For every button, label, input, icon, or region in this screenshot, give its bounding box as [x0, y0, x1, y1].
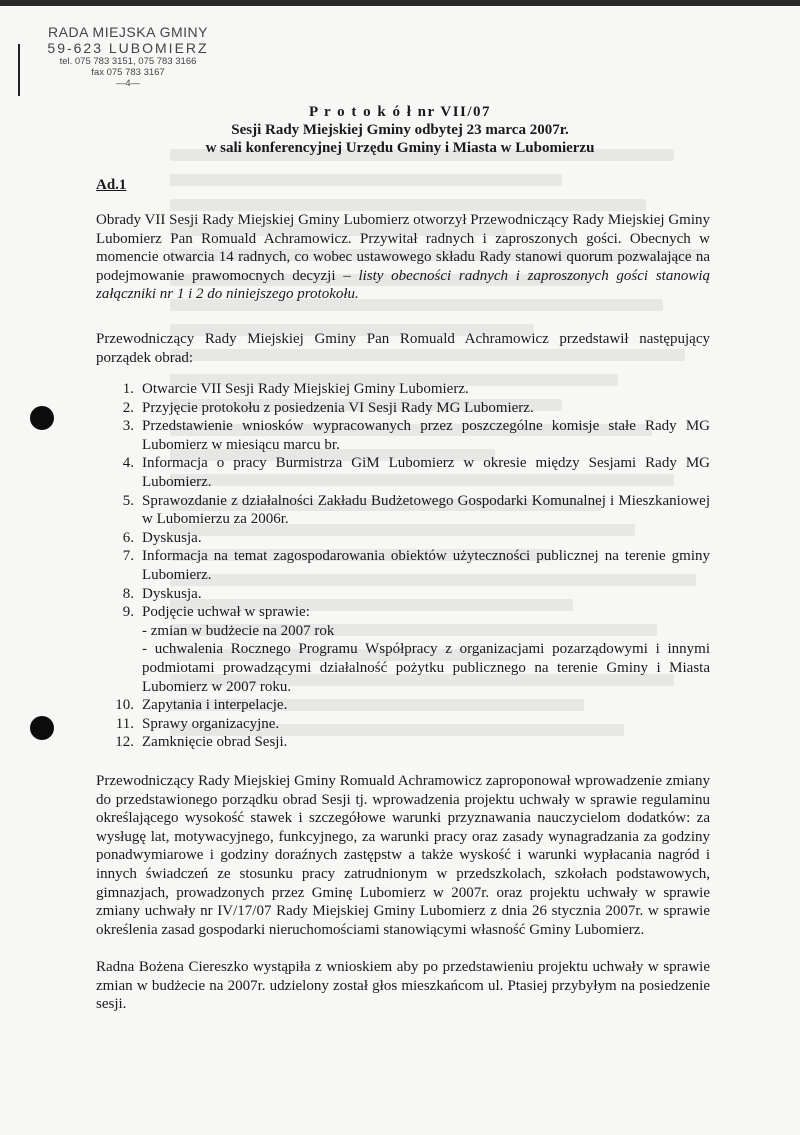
- stamp-margin-line: [18, 44, 20, 96]
- agenda-item: [96, 492, 710, 529]
- agenda-number: 3.: [122, 418, 134, 435]
- stamp-line-4: fax 075 783 3167: [91, 67, 165, 78]
- agenda-text-main: Podjęcie uchwał w sprawie:: [142, 604, 310, 621]
- paragraph-proposal: Przewodniczący Rady Miejskiej Gminy Romuald Achramowicz zaproponował wprowadzenie zmiany do przedstawionego porządku obrad Sesji tj. wprowadzenia projektu uchwały w sprawie regulaminu określającego wysokość stawek i szczegółowe warunki przyznawania nauczycielom dodatków: za wysługę lat, motywacyjnego, funkcyjnego, za warunki pracy oraz zasady wynagradzania za godziny ponadwymiarowe i godziny doraźnych zastępstw a także wyskość i warunki wypłacania nagród i innych świadczeń ze stosunku pracy zatrudnionym w przedszkolach, szkołach podstawowych, gimnazjach, prowadzonych przez Gminę Lubomierz w 2007r. oraz projektu uchwały w sprawie zmiany uchwały nr IV/17/07 Rady Miejskiej Gminy Lubomierz z dnia 26 stycznia 2007r. w sprawie określenia zasad gospodarki nieruchomościami stanowiącymi własność Gminy Lubomierz.: [96, 773, 710, 938]
- agenda-text: Zapytania i interpelacje.: [142, 697, 288, 714]
- agenda-text: Przedstawienie wniosków wypracowanych przez poszczególne komisje stałe Rady MG Lubomierz w miesiącu marcu br.: [142, 418, 710, 453]
- agenda-number: 2.: [122, 399, 134, 416]
- agenda-item: [96, 529, 710, 548]
- punch-hole: [30, 716, 54, 740]
- paragraph-motion: Radna Bożena Ciereszko wystąpiła z wnioskiem aby po przedstawieniu projektu uchwały w sprawie zmian w budżecie na 2007r. udzielony został głos mieszkańcom ul. Ptasiej przybyłym na posiedzenie sesji.: [96, 959, 710, 1013]
- paragraph-agenda-intro: Przewodniczący Rady Miejskiej Gminy Pan Romuald Achramowicz przedstawił następujący porządek obrad:: [96, 331, 710, 366]
- protocol-location: w sali konferencyjnej Urzędu Gminy i Miasta w Lubomierzu: [205, 140, 595, 156]
- agenda-text: Sprawozdanie z działalności Zakładu Budżetowego Gospodarki Komunalnej i Mieszkaniowej w Lubomierzu za 2006r.: [142, 492, 710, 528]
- agenda-number: 8.: [122, 585, 134, 602]
- agenda-item: [96, 696, 710, 715]
- agenda-number: 6.: [122, 529, 134, 546]
- agenda-subitem: - zmian w budżecie na 2007 rok: [142, 622, 335, 639]
- agenda-text: [142, 603, 710, 696]
- agenda-text: Informacja na temat zagospodarowania obiektów użyteczności publicznej na terenie gminy Lubomierz.: [142, 548, 710, 583]
- agenda-number: 5.: [122, 492, 134, 509]
- agenda-text: Zamknięcie obrad Sesji.: [142, 734, 288, 751]
- agenda-item: [96, 454, 710, 491]
- stamp-line-3: tel. 075 783 3151, 075 783 3166: [59, 56, 197, 67]
- agenda-text: Informacja o pracy Burmistrza GiM Lubomierz w okresie między Sesjami Rady MG Lubomierz.: [142, 455, 710, 490]
- agenda-item: [96, 603, 710, 696]
- agenda-item: [96, 380, 710, 399]
- agenda-number: 11.: [115, 715, 134, 732]
- protocol-subtitle: Sesji Rady Miejskiej Gminy odbytej 23 marca 2007r.: [231, 122, 569, 138]
- agenda-number: 4.: [122, 455, 134, 472]
- agenda-number: 7.: [122, 548, 134, 565]
- agenda-item: [96, 733, 710, 752]
- agenda-item: [96, 547, 710, 584]
- council-stamp: [28, 24, 228, 89]
- stamp-line-2: 59-623 LUBOMIERZ: [47, 40, 209, 56]
- agenda-subitem: - uchwalenia Rocznego Programu Współpracy z organizacjami pozarządowymi i innymi podmiotami prowadzącymi działalność pożytku publicznego na terenie Gminy i Miasta Lubomierz w 2007 roku.: [142, 641, 710, 695]
- agenda-number: 12.: [115, 734, 134, 751]
- paragraph-opening-text: Obrady VII Sesji Rady Miejskiej Gminy Lubomierz otworzył Przewodniczący Rady Miejskiej Gminy Lubomierz Pan Romuald Achramowicz. Przywitał radnych i zaproszonych gości. Obecnych w momencie otwarcia 14 radnych, co wobec ustawowego składu Rady stanowi quorum pozwalające na podejmowanie prawomocnych decyzji –: [96, 212, 710, 284]
- agenda-list: [96, 380, 710, 752]
- agenda-text: Dyskusja.: [142, 529, 202, 546]
- agenda-item: [96, 585, 710, 604]
- agenda-item: [96, 715, 710, 734]
- agenda-item: [96, 399, 710, 418]
- agenda-number: 1.: [122, 381, 134, 397]
- agenda-text: Otwarcie VII Sesji Rady Miejskiej Gminy Lubomierz.: [142, 381, 469, 397]
- agenda-item: [96, 417, 710, 454]
- protocol-title: P r o t o k ó ł nr VII/07: [308, 104, 492, 120]
- section-heading: Ad.1: [96, 177, 127, 193]
- attachment-note: listy obecności radnych i zaproszonych gości stanowią załączniki nr 1 i 2 do niniejszego protokołu.: [96, 267, 710, 303]
- agenda-number: 10.: [115, 697, 134, 714]
- punch-hole: [30, 406, 54, 430]
- agenda-text: Przyjęcie protokołu z posiedzenia VI Sesji Rady MG Lubomierz.: [142, 399, 534, 416]
- agenda-number: 9.: [122, 604, 134, 621]
- paragraph-opening: [96, 211, 710, 304]
- agenda-text: Dyskusja.: [142, 585, 202, 602]
- stamp-line-1: RADA MIEJSKA GMINY: [48, 24, 208, 40]
- agenda-text: Sprawy organizacyjne.: [142, 715, 280, 732]
- stamp-line-5: —4—: [115, 78, 141, 89]
